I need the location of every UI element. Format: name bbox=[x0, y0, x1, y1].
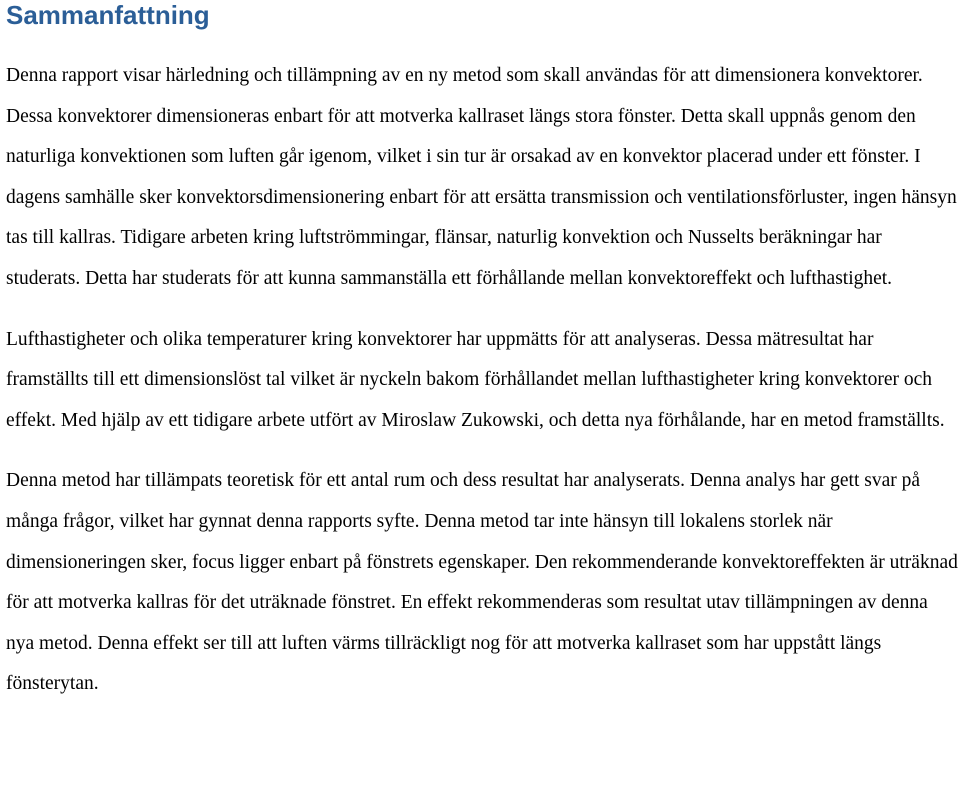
paragraph-2: Lufthastigheter och olika temperaturer kring konvektorer har uppmätts för att analyseras. Dessa mätresultat har framställts till ett dimensionslöst tal vilket är nyckeln bakom förhållandet mellan lufthastigheter kring konvektorer och effekt. Med hjälp av ett tidigare arbete utfört av Miroslaw Zukowski, och detta nya förhålande, har en metod framställts. bbox=[6, 328, 945, 431]
paragraph-1: Denna rapport visar härledning och tillämpning av en ny metod som skall användas för att dimensionera konvektorer. Dessa konvektorer dimensioneras enbart för att motverka kallraset längs stora fönster. Detta skall uppnås genom den naturliga konvektionen som luften går igenom, vilket i sin tur är orsakad av en konvektor placerad under ett fönster. I dagens samhälle sker konvektorsdimensionering enbart för att ersätta transmission och ventilationsförluster, ingen hänsyn tas till kallras. Tidigare arbeten kring luftströmmingar, flänsar, naturlig konvektion och Nusselts beräkningar har studerats. Detta har studerats för att kunna sammanställa ett förhållande mellan konvektoreffekt och lufthastighet. bbox=[6, 65, 957, 289]
paragraph-3: Denna metod har tillämpats teoretisk för ett antal rum och dess resultat har analyserats. Denna analys har gett svar på många frågor, vilket har gynnat denna rapports syfte. Denna metod tar inte hänsyn till lokalens storlek när dimensioneringen sker, focus ligger enbart på fönstrets egenskaper. Den rekommenderande konvektoreffekten är uträknad för att motverka kallras för det uträknade fönstret. En effekt rekommenderas som resultat utav tillämpningen av denna nya metod. Denna effekt ser till att luften värms tillräckligt nog för att motverka kallraset som har uppstått längs fönsterytan. bbox=[6, 470, 958, 695]
document-page bbox=[6, 0, 958, 705]
section-heading: Sammanfattning bbox=[6, 0, 210, 30]
